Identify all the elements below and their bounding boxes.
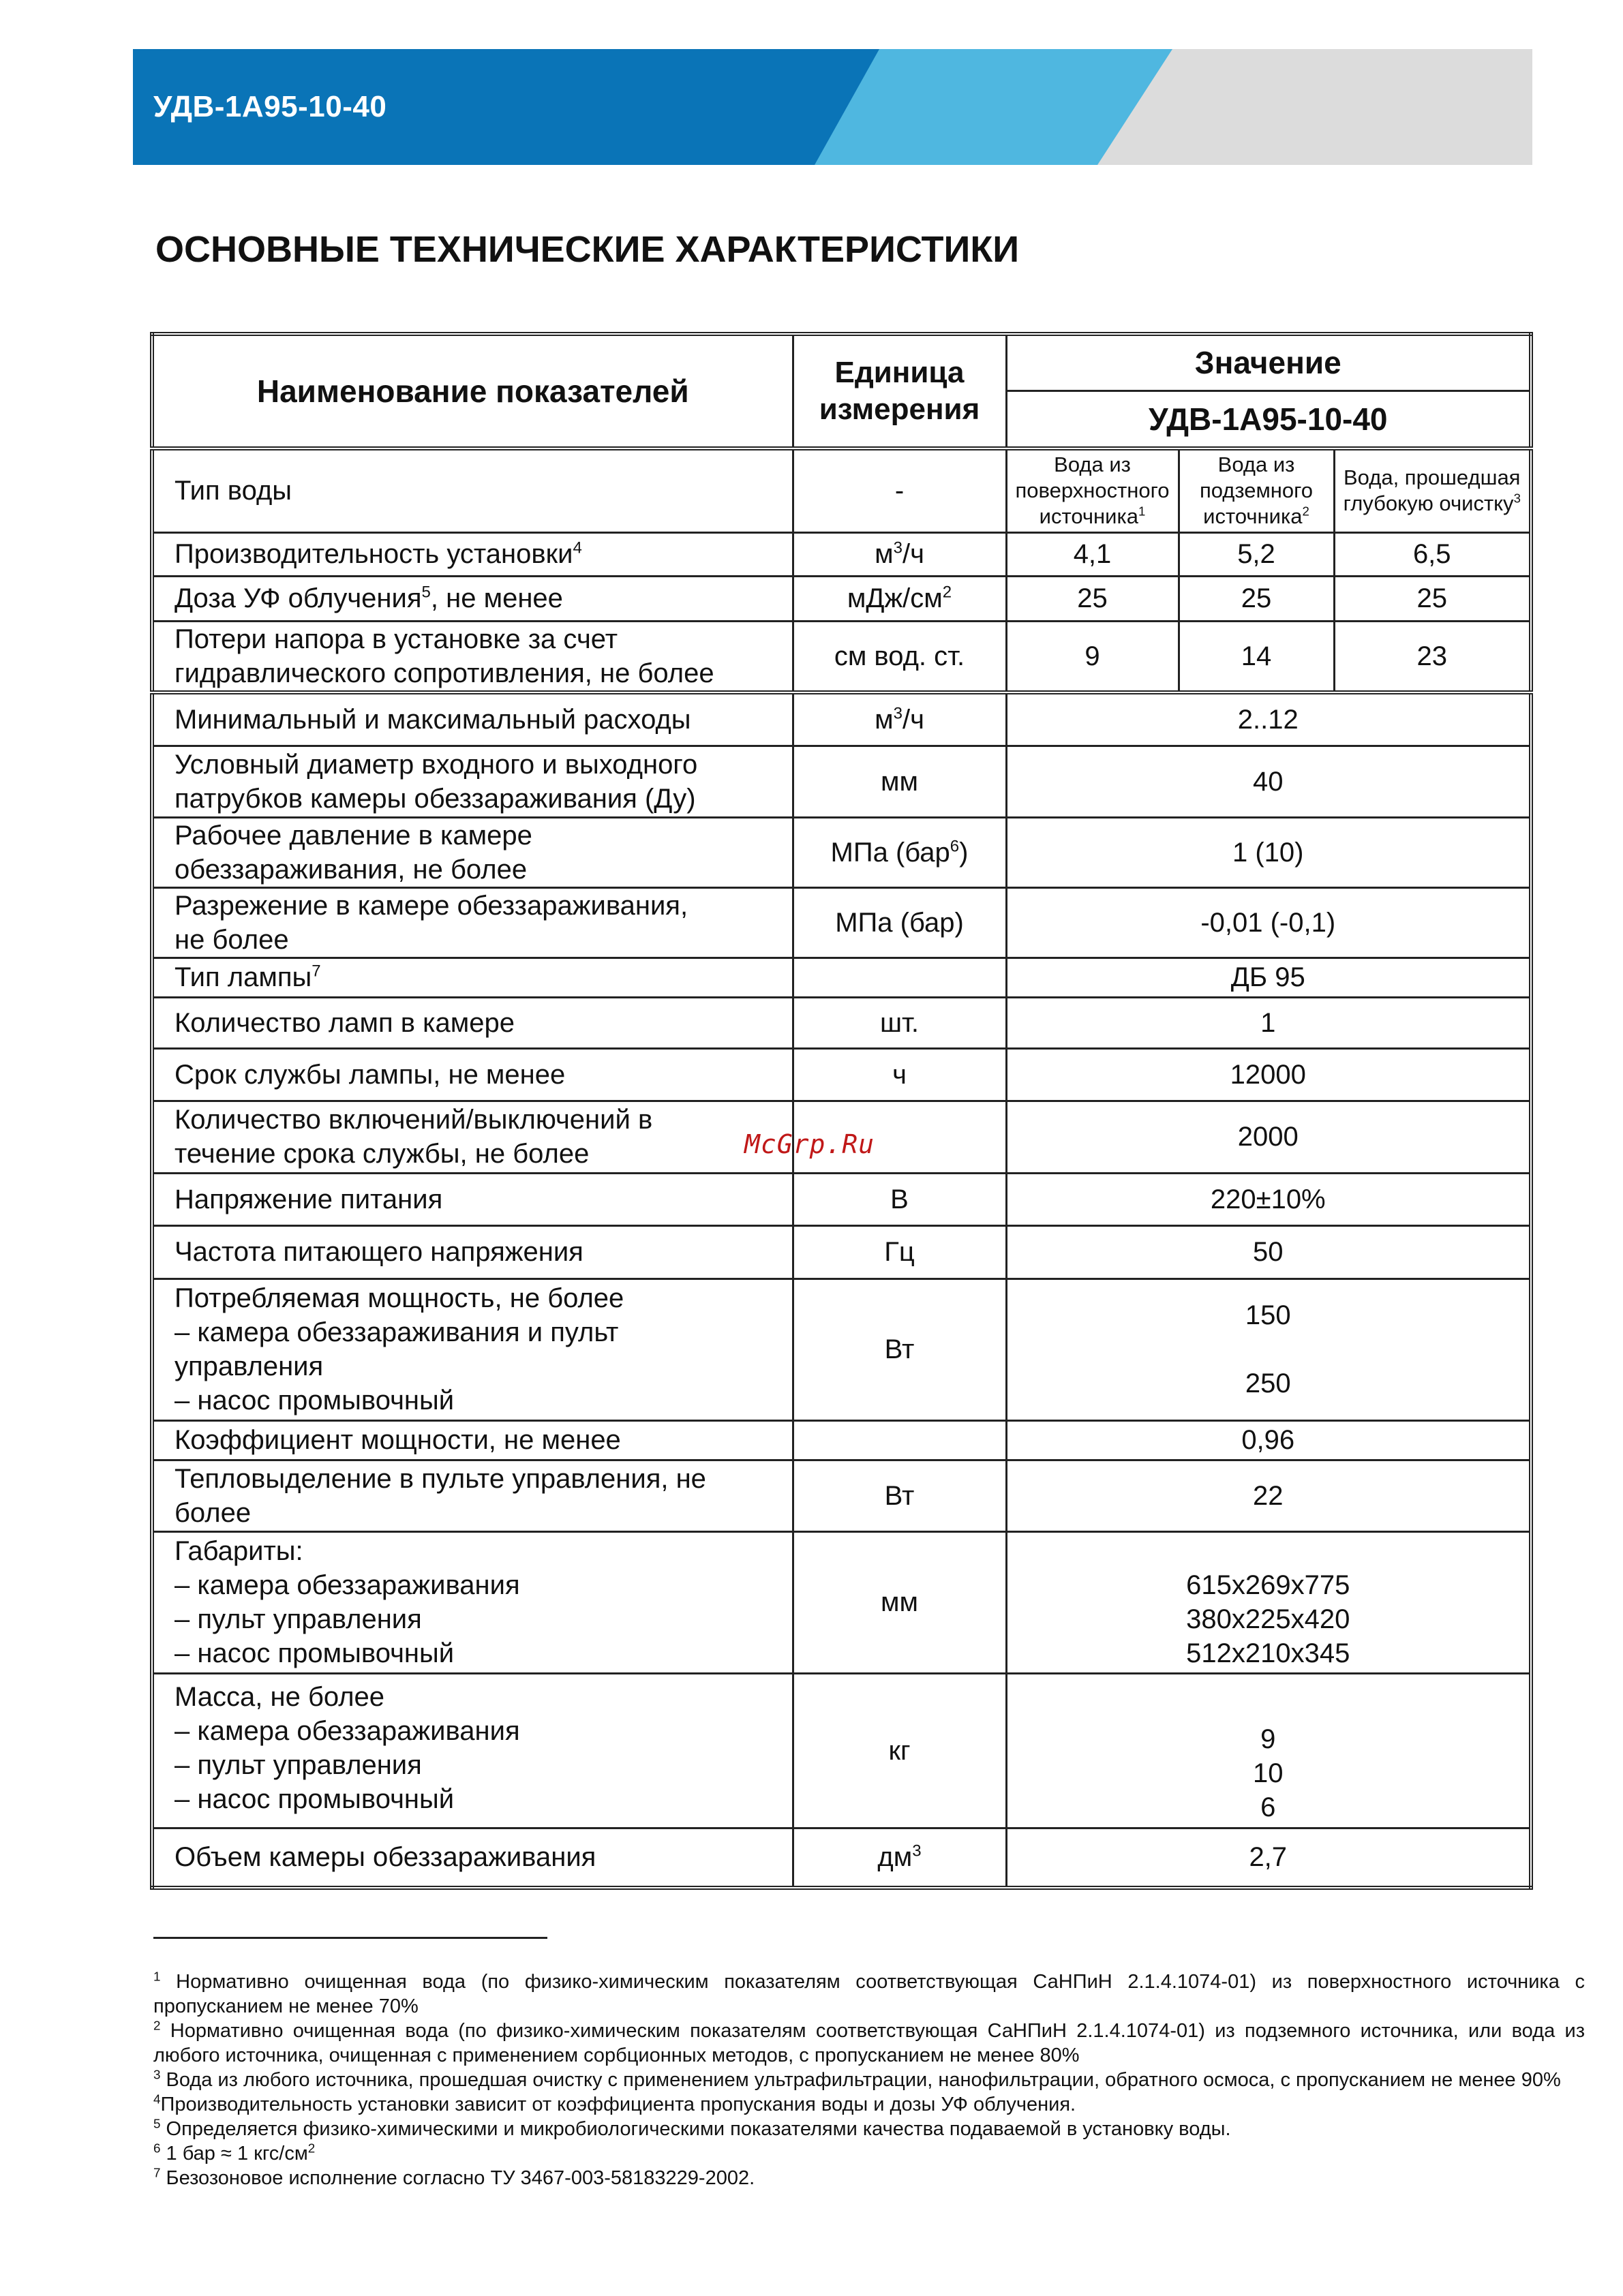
lamp-type-value: ДБ 95 bbox=[1006, 958, 1531, 997]
nozzle-diameter-name: Условный диаметр входного и выходного патрубков камеры обеззараживания (Ду) bbox=[152, 746, 793, 817]
lamp-count-unit: шт. bbox=[793, 997, 1006, 1048]
dimensions-value-3: 512x210x345 bbox=[1186, 1638, 1350, 1668]
supply-voltage-unit: В bbox=[793, 1173, 1006, 1225]
flow-range-unit: $м^3/ч$ bbox=[793, 692, 1006, 746]
lamp-count-value: 1 bbox=[1006, 997, 1531, 1048]
head-loss-value-1: 9 bbox=[1006, 621, 1179, 692]
power-factor-unit bbox=[793, 1420, 1006, 1460]
volume-value: 2,7 bbox=[1006, 1828, 1531, 1888]
water-type-name: Тип воды bbox=[152, 448, 793, 532]
supply-frequency-name: Частота питающего напряжения bbox=[152, 1225, 793, 1279]
footnote-rule bbox=[153, 1937, 547, 1939]
mass-value-3: 6 bbox=[1260, 1792, 1276, 1822]
water-type-col3 bbox=[1334, 448, 1531, 532]
footnote-6: $^6$ 1 бар ≈ 1 кгс/$см^2$ bbox=[153, 2141, 316, 2164]
table-row-productivity bbox=[152, 532, 1531, 576]
header-name: Наименование показателей bbox=[152, 334, 793, 448]
water-type-col1 bbox=[1006, 448, 1179, 532]
table-row-uv-dose bbox=[152, 576, 1531, 621]
page-title: ОСНОВНЫЕ ТЕХНИЧЕСКИЕ ХАРАКТЕРИСТИКИ bbox=[155, 229, 1020, 270]
table-row-head-loss bbox=[152, 621, 1531, 692]
power-unit: Вт bbox=[793, 1279, 1006, 1420]
header-model: УДВ-1А95-10-40 bbox=[1006, 391, 1531, 448]
water-type-col1-line3: источника$^1$ bbox=[1039, 504, 1146, 529]
switch-cycles-value: 2000 bbox=[1006, 1101, 1531, 1173]
table-row-mass bbox=[152, 1673, 1531, 1828]
table-row-supply-frequency bbox=[152, 1225, 1531, 1279]
table-row-flow-range bbox=[152, 692, 1531, 746]
power-name: Потребляемая мощность, не более – камера обеззараживания и пульт управления – насос промывочный bbox=[152, 1279, 793, 1420]
productivity-name: Производительность установки$^4$ bbox=[152, 532, 793, 576]
table-row-heat bbox=[152, 1460, 1531, 1531]
water-type-col2-line2: подземного bbox=[1199, 478, 1314, 503]
header-unit bbox=[793, 334, 1006, 448]
water-type-col1-line1: Вода из bbox=[1054, 453, 1131, 477]
dimensions-values bbox=[1006, 1531, 1531, 1673]
vacuum-name: Разрежение в камере обеззараживания, не более bbox=[152, 887, 793, 958]
dimensions-name: Габариты: – камера обеззараживания – пульт управления – насос промывочный bbox=[152, 1531, 793, 1673]
dimensions-value-2: 380x225x420 bbox=[1186, 1604, 1350, 1634]
table-header-row bbox=[152, 334, 1531, 391]
lamp-life-name: Срок службы лампы, не менее bbox=[152, 1048, 793, 1101]
lamp-type-unit bbox=[793, 958, 1006, 997]
vacuum-value: -0,01 (-0,1) bbox=[1006, 887, 1531, 958]
head-loss-unit: см вод. ст. bbox=[793, 621, 1006, 692]
volume-name: Объем камеры обеззараживания bbox=[152, 1828, 793, 1888]
volume-unit: $дм^3$ bbox=[793, 1828, 1006, 1888]
mass-name: Масса, не более – камера обеззараживания – пульт управления – насос промывочный bbox=[152, 1673, 793, 1828]
working-pressure-value: 1 (10) bbox=[1006, 817, 1531, 887]
supply-frequency-value: 50 bbox=[1006, 1225, 1531, 1279]
uv-dose-name: Доза УФ облучения$^5$, не менее bbox=[152, 576, 793, 621]
power-factor-name: Коэффициент мощности, не менее bbox=[152, 1420, 793, 1460]
head-loss-value-2: 14 bbox=[1179, 621, 1334, 692]
table-row-power bbox=[152, 1279, 1531, 1420]
table-row-water-type bbox=[152, 448, 1531, 532]
switch-cycles-name: Количество включений/выключений в течение срока службы, не более bbox=[152, 1101, 793, 1173]
lamp-type-name: Тип лампы$^7$ bbox=[152, 958, 793, 997]
nozzle-diameter-value: 40 bbox=[1006, 746, 1531, 817]
lamp-count-name: Количество ламп в камере bbox=[152, 997, 793, 1048]
footnote-5: $^5$ Определяется физико-химическими и микробиологическими показателями качества подаваемой в установку воды. bbox=[153, 2116, 1231, 2140]
spec-table bbox=[150, 332, 1533, 1890]
footnote-4: $^4$Производительность установки зависит от коэффициента пропускания воды и дозы УФ облучения. bbox=[153, 2092, 1076, 2115]
flow-range-value: 2..12 bbox=[1006, 692, 1531, 746]
table-row-lamp-count bbox=[152, 997, 1531, 1048]
heat-unit: Вт bbox=[793, 1460, 1006, 1531]
productivity-value-3: 6,5 bbox=[1334, 532, 1531, 576]
productivity-unit: $м^3/ч$ bbox=[793, 532, 1006, 576]
footnote-2: $^2$ Нормативно очищенная вода (по физико-химическим показателям соответствующая СаНПиН 2.1.4.1074-01) из подземного источника, или вода из любого источника, очищенная с применением сорбционных методов, с пропусканием не менее 80% bbox=[153, 2018, 1585, 2066]
table-row-lamp-life bbox=[152, 1048, 1531, 1101]
header-unit-line2: измерения bbox=[819, 393, 980, 426]
footnote-7: $^7$ Безозоновое исполнение согласно ТУ 3467-003-58183229-2002. bbox=[153, 2165, 755, 2189]
footnotes bbox=[153, 1970, 1585, 2190]
banner-title: УДВ-1А95-10-40 bbox=[153, 90, 387, 123]
vacuum-unit: МПа (бар) bbox=[793, 887, 1006, 958]
productivity-value-1: 4,1 bbox=[1006, 532, 1179, 576]
head-loss-value-3: 23 bbox=[1334, 621, 1531, 692]
water-type-unit: - bbox=[793, 448, 1006, 532]
working-pressure-unit: МПа (бар$^6$) bbox=[793, 817, 1006, 887]
head-loss-name: Потери напора в установке за счет гидравлического сопротивления, не более bbox=[152, 621, 793, 692]
water-type-col2 bbox=[1179, 448, 1334, 532]
uv-dose-unit: мДж/$см^2$ bbox=[793, 576, 1006, 621]
productivity-value-2: 5,2 bbox=[1179, 532, 1334, 576]
header-banner bbox=[133, 49, 1532, 165]
watermark: McGrp.Ru bbox=[744, 1129, 875, 1159]
uv-dose-value-3: 25 bbox=[1334, 576, 1531, 621]
table-row-nozzle-diameter bbox=[152, 746, 1531, 817]
header-value: Значение bbox=[1006, 334, 1531, 391]
table-row-lamp-type bbox=[152, 958, 1531, 997]
flow-range-name: Минимальный и максимальный расходы bbox=[152, 692, 793, 746]
uv-dose-value-1: 25 bbox=[1006, 576, 1179, 621]
header-unit-line1: Единица bbox=[834, 356, 965, 389]
table-row-supply-voltage bbox=[152, 1173, 1531, 1225]
footnote-1: $^1$ Нормативно очищенная вода (по физико-химическим показателям соответствующая СаНПиН 2.1.4.1074-01) из поверхностного источника с пропусканием не менее 70% bbox=[153, 1969, 1585, 2017]
mass-unit: кг bbox=[793, 1673, 1006, 1828]
mass-value-1: 9 bbox=[1260, 1724, 1276, 1754]
water-type-col2-line1: Вода из bbox=[1217, 453, 1295, 477]
mass-values bbox=[1006, 1673, 1531, 1828]
dimensions-unit: мм bbox=[793, 1531, 1006, 1673]
nozzle-diameter-unit: мм bbox=[793, 746, 1006, 817]
mass-value-2: 10 bbox=[1253, 1758, 1284, 1788]
heat-name: Тепловыделение в пульте управления, не более bbox=[152, 1460, 793, 1531]
power-factor-value: 0,96 bbox=[1006, 1420, 1531, 1460]
water-type-col2-line3: источника$^2$ bbox=[1203, 504, 1309, 529]
supply-voltage-name: Напряжение питания bbox=[152, 1173, 793, 1225]
water-type-col3-line1: Вода, прошедшая bbox=[1344, 465, 1521, 490]
water-type-col1-line2: поверхностного bbox=[1015, 478, 1170, 503]
table-row-volume bbox=[152, 1828, 1531, 1888]
table-row-vacuum bbox=[152, 887, 1531, 958]
uv-dose-value-2: 25 bbox=[1179, 576, 1334, 621]
supply-voltage-value: 220±10% bbox=[1006, 1173, 1531, 1225]
lamp-life-value: 12000 bbox=[1006, 1048, 1531, 1101]
power-value-2: 250 bbox=[1245, 1368, 1291, 1398]
table-row-working-pressure bbox=[152, 817, 1531, 887]
dimensions-value-1: 615x269x775 bbox=[1186, 1570, 1350, 1600]
table-row-power-factor bbox=[152, 1420, 1531, 1460]
working-pressure-name: Рабочее давление в камере обеззараживания, не более bbox=[152, 817, 793, 887]
footnote-3: $^3$ Вода из любого источника, прошедшая очистку с применением ультрафильтрации, нанофильтрации, обратного осмоса, с пропусканием не менее 90% bbox=[153, 2067, 1561, 2091]
power-value-1: 150 bbox=[1245, 1300, 1291, 1330]
water-type-col3-line2: глубокую очистку$^3$ bbox=[1343, 491, 1521, 516]
lamp-life-unit: ч bbox=[793, 1048, 1006, 1101]
table-row-dimensions bbox=[152, 1531, 1531, 1673]
power-values bbox=[1006, 1279, 1531, 1420]
heat-value: 22 bbox=[1006, 1460, 1531, 1531]
supply-frequency-unit: Гц bbox=[793, 1225, 1006, 1279]
